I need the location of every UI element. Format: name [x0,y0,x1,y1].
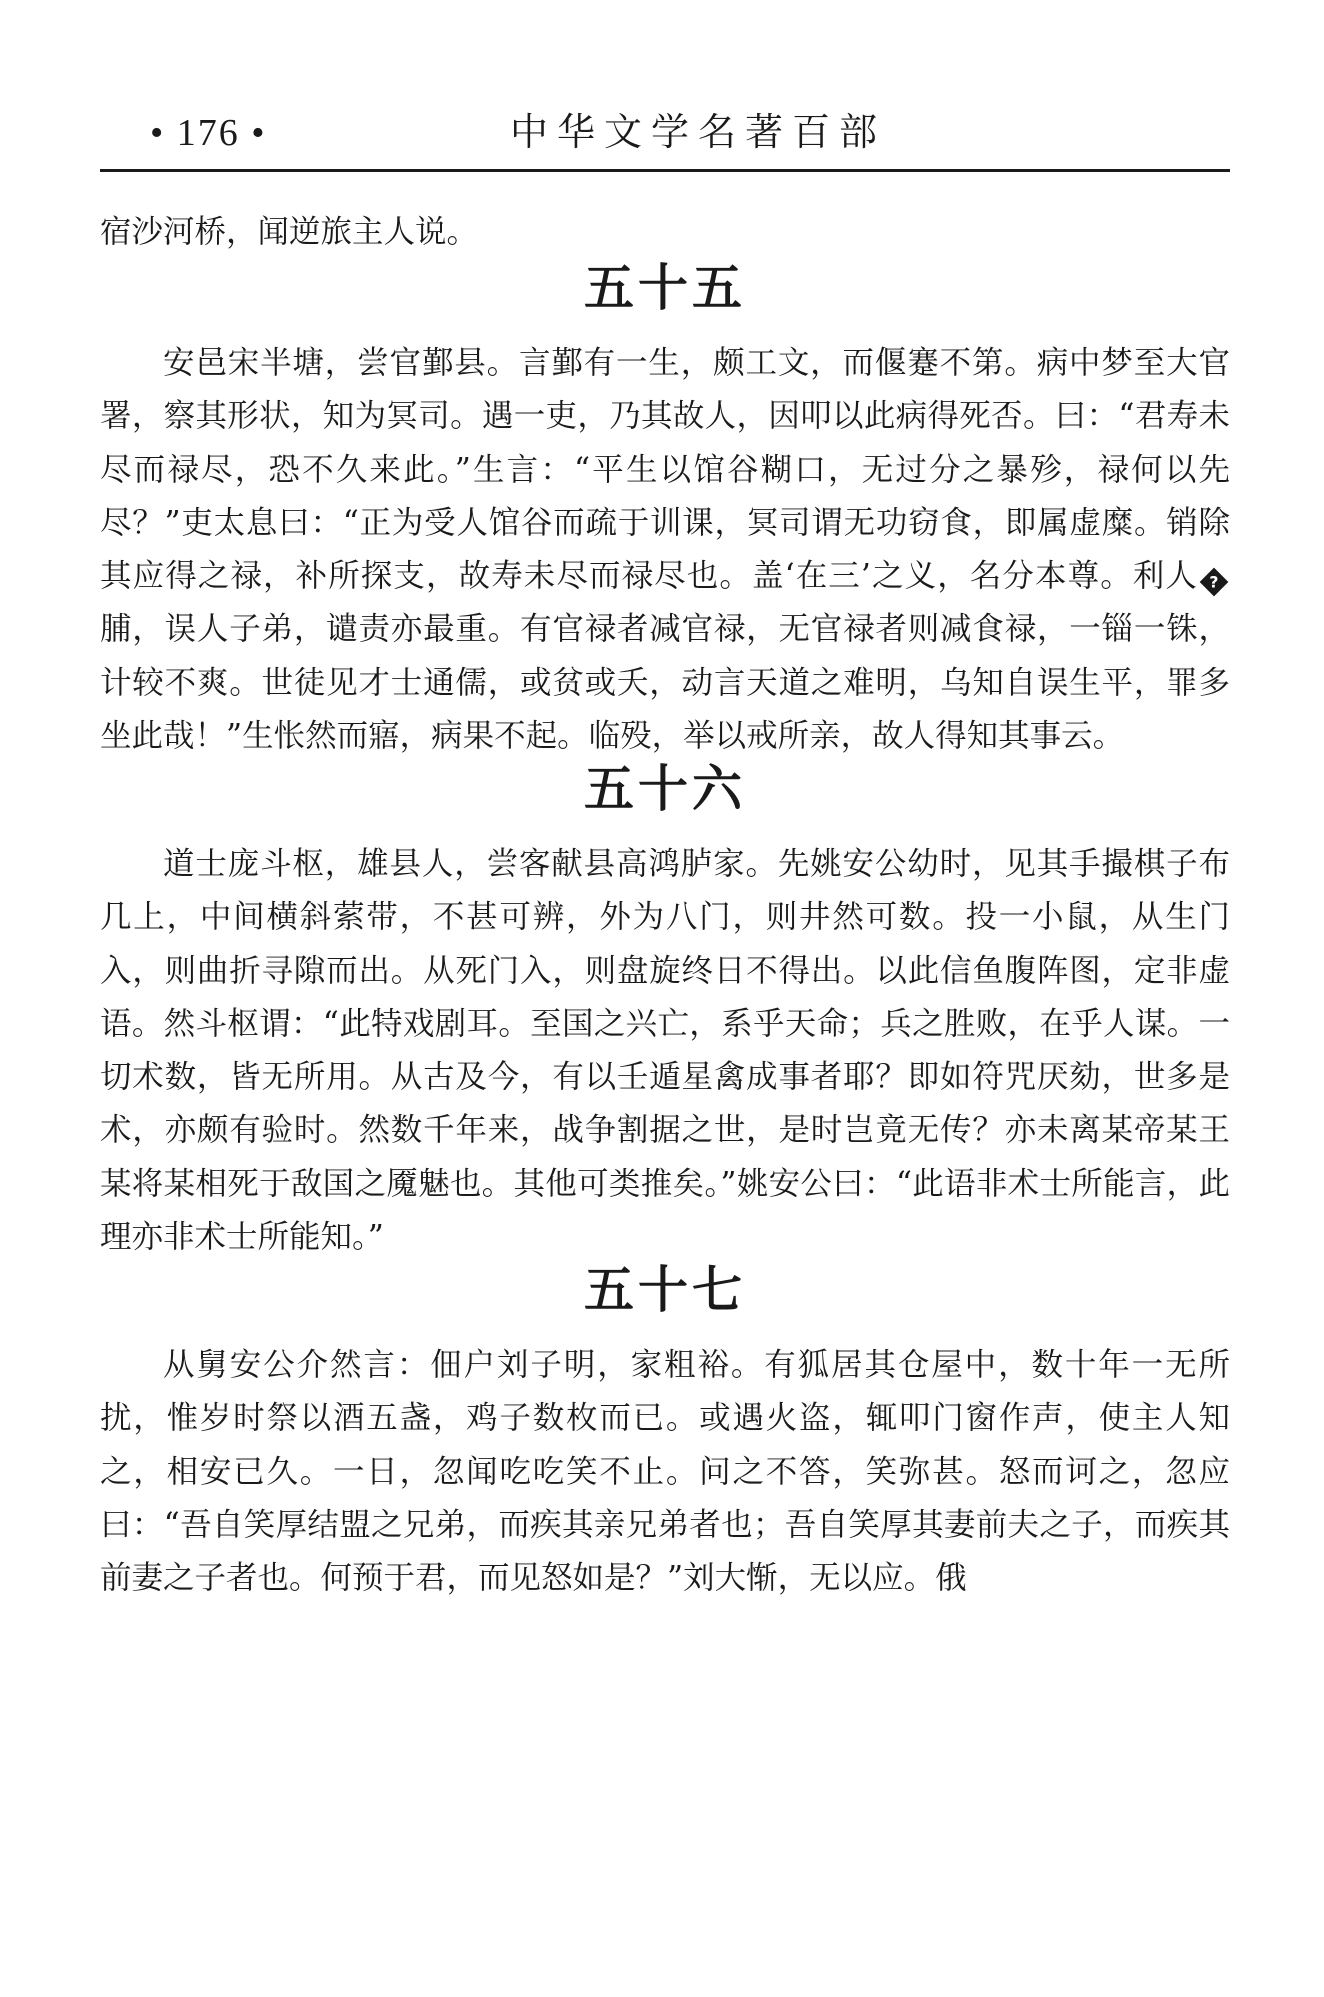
section-title-56: 五十六 [584,759,746,818]
section-57-paragraph: 从舅安公介然言：佃户刘子明，家粗裕。有狐居其仓屋中，数十年一无所扰，惟岁时祭以酒五盏，鸡子数枚而已。或遇火盗，辄叩门窗作声，使主人知之，相安已久。一日，忽闻吃吃笑不止。问之不答，笑弥甚。怒而诃之，忽应曰：“吾自笑厚结盟之兄弟，而疾其亲兄弟者也；吾自笑厚其妻前夫之子，而疾其前妻之子者也。何预于君，而见怒如是？”刘大惭，无以应。俄 [100,1347,1230,1597]
section-title-55: 五十五 [584,258,746,317]
page-number: • 176 • [150,112,267,154]
section-55-text-part1: 安邑宋半塘，尝官鄞县。言鄞有一生，颇工文，而偃蹇不第。病中梦至大官署，察其形状，知为冥司。遇一吏，乃其故人，因叩以此病得死否。曰：“君寿未尽而禄尽，恐不久来此。”生言：“平生以馆谷糊口，无过分之暴殄，禄何以先尽？”吏太息曰：“正为受人馆谷而疏于训课，冥司谓无功窃食，即属虚糜。销除其应得之禄，补所探支，故寿未尽而禄尽也。盖‘在三’之义，名分本尊。利人 [100,345,1230,595]
running-title: 中华文学名著百部 [510,110,887,154]
section-title-57: 五十七 [584,1260,746,1319]
section-56-paragraph: 道士庞斗枢，雄县人，尝客献县高鸿胪家。先姚安公幼时，见其手撮棋子布几上，中间横斜萦带，不甚可辨，外为八门，则井然可数。投一小鼠，从生门入，则曲折寻隙而出。从死门入，则盘旋终日不得出。以此信鱼腹阵图，定非虚语。然斗枢谓：“此特戏剧耳。至国之兴亡，系乎天命；兵之胜败，在乎人谋。一切术数，皆无所用。从古及今，有以壬遁星禽成事者耶？即如符咒厌劾，世多是术，亦颇有验时。然数千年来，战争割据之世，是时岂竟无传？亦未离某帝某王某将某相死于敌国之魇魅也。其他可类推矣。”姚安公曰：“此语非术士所能言，此理亦非术士所能知。” [100,846,1230,1256]
intro-paragraph: 宿沙河桥，闻逆旅主人说。 [100,214,479,250]
missing-glyph-icon: ? [1200,568,1229,597]
section-55-paragraph [100,337,1230,763]
section-55-text-part2: 脯，误人子弟，谴责亦最重。有官禄者减官禄，无官禄者则减食禄，一锱一铢，计较不爽。世徒见才士通儒，或贫或夭，动言天道之难明，乌知自误生平，罪多坐此哉！”生怅然而寤，病果不起。临殁，举以戒所亲，故人得知其事云。 [100,611,1230,755]
page-header [100,108,1230,168]
header-divider [100,169,1230,172]
